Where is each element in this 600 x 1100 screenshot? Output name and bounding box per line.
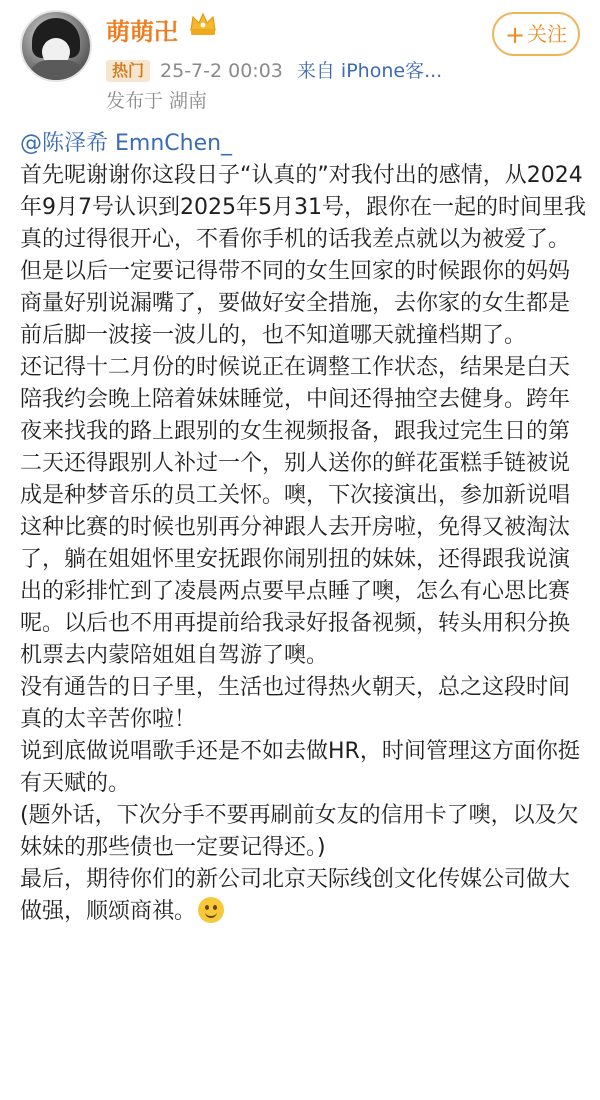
mention-line [20,128,586,160]
post-location: 发布于 湖南 [106,90,208,112]
closing-paragraph [20,864,586,928]
paragraph: 没有通告的日子里，生活也过得热火朝天，总之这段时间真的太辛苦你啦！ [20,675,571,732]
avatar[interactable] [20,10,92,82]
follow-button[interactable] [492,12,580,56]
author-name[interactable]: 萌萌卍 [106,18,178,46]
plus-icon: + [504,21,526,49]
post-timestamp: 25-7-2 00:03 [160,60,283,82]
follow-label: 关注 [527,22,568,46]
avatar-body [28,60,86,82]
paragraph: 首先呢谢谢你这段日子“认真的”对我付出的感情，从2024年9月7号认识到2025年5月31号，跟你在一起的时间里我真的过得很开心，不看你手机的话我差点就以为被爱了。 [20,163,586,252]
closing-text: 最后，期待你们的新公司北京天际线创文化传媒公司做大做强，顺颂商祺。 [20,867,571,924]
hot-badge[interactable]: 热门 [106,60,150,82]
crown-icon [188,10,218,38]
paragraph: 但是以后一定要记得带不同的女生回家的时候跟你的妈妈商量好别说漏嘴了，要做好安全措施，去你家的女生都是前后脚一波接一波儿的，也不知道哪天就撞档期了。 [20,259,571,348]
post-content [20,128,586,928]
paragraph: 还记得十二月份的时候说正在调整工作状态，结果是白天陪我约会晚上陪着妹妹睡觉，中间还得抽空去健身。跨年夜来找我的路上跟别的女生视频报备，跟我过完生日的第二天还得跟别人补过一个，别人送你的鲜花蛋糕手链被说成是种梦音乐的员工关怀。噢，下次接演出，参加新说唱这种比赛的时候也别再分神跟人去开房啦，免得又被淘汰了，躺在姐姐怀里安抚跟你闹别扭的妹妹，还得跟我说演出的彩排忙到了凌晨两点要早点睡了噢，怎么有心思比赛呢。以后也不用再提前给我录好报备视频，转头用积分换机票去内蒙陪姐姐自驾游了噢。 [20,355,571,668]
post-header [0,0,600,120]
paragraph: 说到底做说唱歌手还是不如去做HR，时间管理这方面你挺有天赋的。 [20,739,580,796]
paragraph: (题外话，下次分手不要再刷前女友的信用卡了噢，以及欠妹妹的那些债也一定要记得还。) [20,803,579,860]
post-source[interactable]: 来自 iPhone客... [296,60,443,82]
mention-link[interactable]: @陈泽希 EmnChen_ [20,131,233,156]
smiling-face-emoji-icon [198,897,224,923]
post-meta [106,56,442,82]
